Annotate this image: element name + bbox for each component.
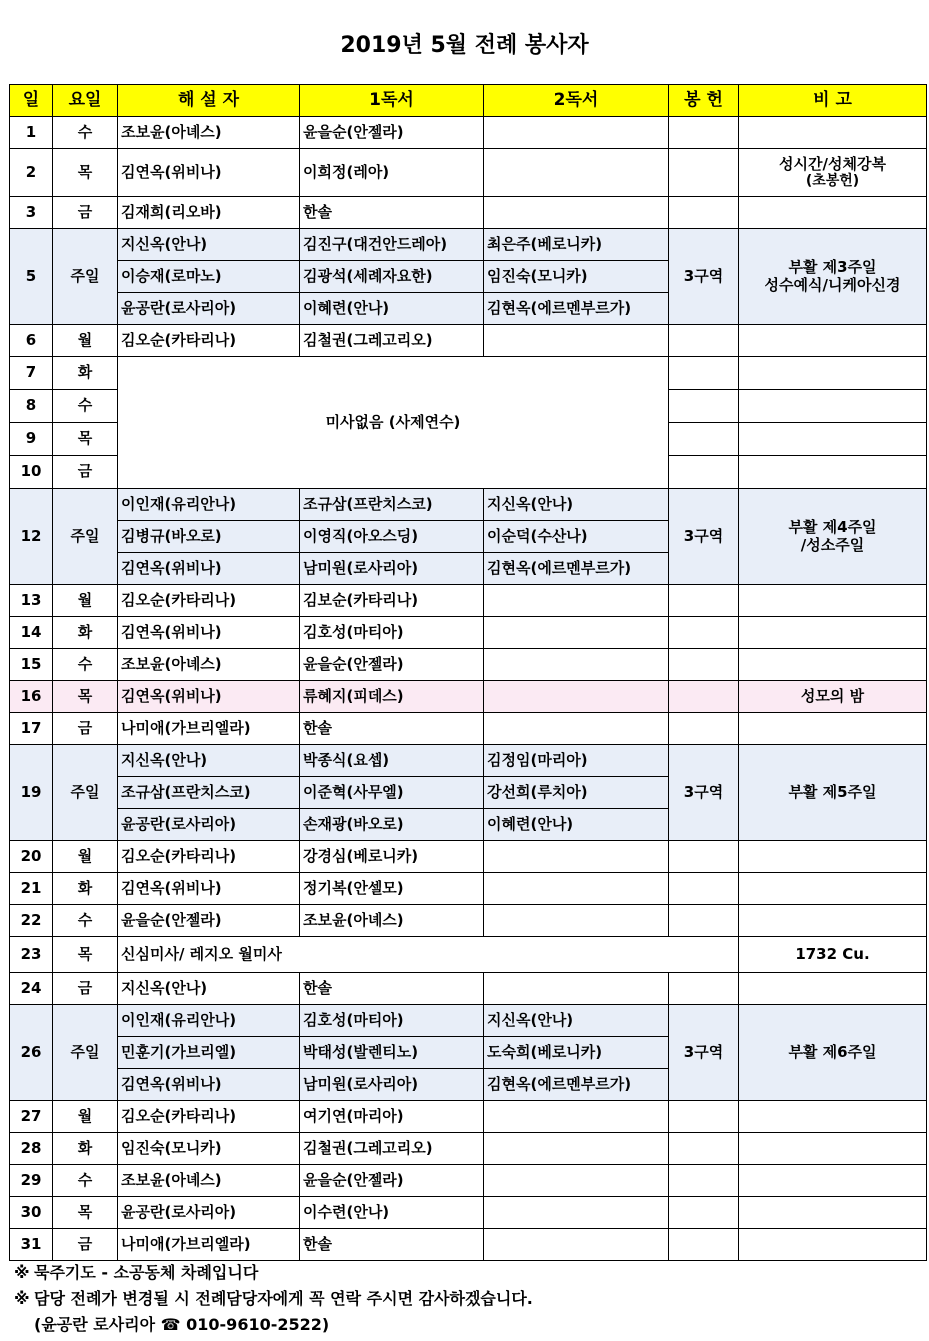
weekday-cell: 금 bbox=[53, 1229, 118, 1261]
no-mass-notice: 미사없음 (사제연수) bbox=[118, 357, 669, 489]
commentator-cell: 김오순(카타리나) bbox=[118, 1101, 300, 1133]
commentator-cell: 조보윤(아녜스) bbox=[118, 649, 300, 681]
day-cell: 7 bbox=[10, 357, 53, 390]
day-cell: 9 bbox=[10, 423, 53, 456]
header-commentator: 해 설 자 bbox=[118, 85, 300, 117]
offertory-cell bbox=[669, 149, 739, 197]
table-row bbox=[10, 325, 927, 357]
weekday-cell: 화 bbox=[53, 357, 118, 390]
table-row bbox=[10, 229, 927, 261]
table-row bbox=[10, 1197, 927, 1229]
remark-subtext: (초봉헌) bbox=[805, 173, 860, 190]
reading-2-cell bbox=[484, 905, 669, 937]
reading-1-cell: 김광석(세례자요한) bbox=[300, 261, 484, 293]
remark-subtext: /성소주일 bbox=[800, 535, 865, 554]
weekday-cell: 주일 bbox=[53, 745, 118, 841]
reading-2-cell: 도숙희(베로니카) bbox=[484, 1037, 669, 1069]
day-cell: 29 bbox=[10, 1165, 53, 1197]
reading-1-cell: 조규삼(프란치스코) bbox=[300, 489, 484, 521]
commentator-cell: 나미애(가브리엘라) bbox=[118, 1229, 300, 1261]
table-row bbox=[10, 617, 927, 649]
day-cell: 3 bbox=[10, 197, 53, 229]
remarks-cell bbox=[739, 117, 927, 149]
offertory-cell bbox=[669, 873, 739, 905]
day-cell: 20 bbox=[10, 841, 53, 873]
reading-2-cell bbox=[484, 617, 669, 649]
day-cell: 1 bbox=[10, 117, 53, 149]
note-line-2: ※ 담당 전례가 변경될 시 전례담당자에게 꼭 연락 주시면 감사하겠습니다. bbox=[14, 1286, 533, 1312]
day-cell: 26 bbox=[10, 1005, 53, 1101]
commentator-cell: 임진숙(모니카) bbox=[118, 1133, 300, 1165]
reading-1-cell: 손재광(바오로) bbox=[300, 809, 484, 841]
offertory-cell bbox=[669, 325, 739, 357]
remarks-cell bbox=[739, 423, 927, 456]
commentator-cell: 김연옥(위비나) bbox=[118, 617, 300, 649]
reading-1-cell: 한솔 bbox=[300, 197, 484, 229]
commentator-cell: 윤공란(로사리아) bbox=[118, 809, 300, 841]
commentator-cell: 조보윤(아녜스) bbox=[118, 117, 300, 149]
remarks-cell bbox=[739, 1165, 927, 1197]
commentator-cell: 김오순(카타리나) bbox=[118, 325, 300, 357]
commentator-cell: 김연옥(위비나) bbox=[118, 553, 300, 585]
reading-2-cell: 지신옥(안나) bbox=[484, 1005, 669, 1037]
offertory-cell bbox=[669, 390, 739, 423]
weekday-cell: 금 bbox=[53, 713, 118, 745]
table-row bbox=[10, 585, 927, 617]
footer-notes bbox=[14, 1260, 533, 1338]
table-row bbox=[10, 117, 927, 149]
note-line-1: ※ 묵주기도 - 소공동체 차례입니다 bbox=[14, 1260, 533, 1286]
day-cell: 21 bbox=[10, 873, 53, 905]
day-cell: 15 bbox=[10, 649, 53, 681]
day-cell: 12 bbox=[10, 489, 53, 585]
commentator-cell: 이인재(유리안나) bbox=[118, 1005, 300, 1037]
reading-2-cell bbox=[484, 117, 669, 149]
header-day: 일 bbox=[10, 85, 53, 117]
offertory-cell bbox=[669, 905, 739, 937]
header-reading-2: 2독서 bbox=[484, 85, 669, 117]
reading-1-cell: 이영직(아오스딩) bbox=[300, 521, 484, 553]
day-cell: 6 bbox=[10, 325, 53, 357]
reading-1-cell: 이준혁(사무엘) bbox=[300, 777, 484, 809]
remarks-cell bbox=[739, 1197, 927, 1229]
remark-text: 부활 제5주일 bbox=[788, 782, 877, 801]
weekday-cell: 목 bbox=[53, 423, 118, 456]
reading-2-cell: 김정임(마리아) bbox=[484, 745, 669, 777]
commentator-cell: 조보윤(아녜스) bbox=[118, 1165, 300, 1197]
offertory-cell bbox=[669, 423, 739, 456]
offertory-cell bbox=[669, 456, 739, 489]
remarks-cell bbox=[739, 149, 927, 197]
offertory-cell: 3구역 bbox=[669, 489, 739, 585]
page-title: 2019년 5월 전례 봉사자 bbox=[340, 33, 589, 58]
offertory-cell bbox=[669, 649, 739, 681]
day-cell: 13 bbox=[10, 585, 53, 617]
table-row bbox=[10, 1101, 927, 1133]
offertory-cell bbox=[669, 1165, 739, 1197]
reading-1-cell: 윤을순(안젤라) bbox=[300, 117, 484, 149]
offertory-cell bbox=[669, 117, 739, 149]
table-row bbox=[10, 197, 927, 229]
commentator-cell: 윤공란(로사리아) bbox=[118, 1197, 300, 1229]
weekday-cell: 화 bbox=[53, 1133, 118, 1165]
weekday-cell: 금 bbox=[53, 456, 118, 489]
header-row bbox=[10, 85, 927, 117]
asterisk-icon: ※ bbox=[14, 1263, 30, 1282]
table-row bbox=[10, 841, 927, 873]
day-cell: 8 bbox=[10, 390, 53, 423]
offertory-cell bbox=[669, 1101, 739, 1133]
commentator-cell: 김연옥(위비나) bbox=[118, 873, 300, 905]
remarks-cell bbox=[739, 873, 927, 905]
header-offertory: 봉 헌 bbox=[669, 85, 739, 117]
reading-1-cell: 한솔 bbox=[300, 973, 484, 1005]
table-row bbox=[10, 1165, 927, 1197]
day-cell: 23 bbox=[10, 937, 53, 973]
commentator-cell: 김연옥(위비나) bbox=[118, 149, 300, 197]
reading-2-cell bbox=[484, 873, 669, 905]
offertory-cell bbox=[669, 357, 739, 390]
weekday-cell: 목 bbox=[53, 937, 118, 973]
reading-1-cell: 남미원(로사리아) bbox=[300, 553, 484, 585]
commentator-cell: 지신옥(안나) bbox=[118, 745, 300, 777]
remarks-cell bbox=[739, 1133, 927, 1165]
commentator-cell: 지신옥(안나) bbox=[118, 229, 300, 261]
reading-2-cell bbox=[484, 1197, 669, 1229]
reading-2-cell bbox=[484, 649, 669, 681]
table-row bbox=[10, 489, 927, 521]
commentator-cell: 김병규(바오로) bbox=[118, 521, 300, 553]
reading-2-cell bbox=[484, 1165, 669, 1197]
reading-1-cell: 한솔 bbox=[300, 713, 484, 745]
day-cell: 14 bbox=[10, 617, 53, 649]
reading-1-cell: 김진구(대건안드레아) bbox=[300, 229, 484, 261]
day-cell: 22 bbox=[10, 905, 53, 937]
weekday-cell: 주일 bbox=[53, 229, 118, 325]
reading-2-cell bbox=[484, 585, 669, 617]
offertory-cell: 3구역 bbox=[669, 229, 739, 325]
weekday-cell: 월 bbox=[53, 1101, 118, 1133]
commentator-cell: 김오순(카타리나) bbox=[118, 585, 300, 617]
table-row bbox=[10, 745, 927, 777]
reading-2-cell: 이혜련(안나) bbox=[484, 809, 669, 841]
reading-1-cell: 남미원(로사리아) bbox=[300, 1069, 484, 1101]
offertory-cell bbox=[669, 841, 739, 873]
commentator-cell: 민훈기(가브리엘) bbox=[118, 1037, 300, 1069]
table-row bbox=[10, 649, 927, 681]
reading-2-cell bbox=[484, 197, 669, 229]
reading-2-cell bbox=[484, 841, 669, 873]
reading-2-cell bbox=[484, 1133, 669, 1165]
day-cell: 10 bbox=[10, 456, 53, 489]
weekday-cell: 목 bbox=[53, 681, 118, 713]
table-row bbox=[10, 973, 927, 1005]
offertory-cell bbox=[669, 1229, 739, 1261]
weekday-cell: 화 bbox=[53, 617, 118, 649]
schedule-table bbox=[9, 84, 927, 1261]
reading-2-cell bbox=[484, 149, 669, 197]
reading-1-cell: 김보순(카타리나) bbox=[300, 585, 484, 617]
remarks-cell bbox=[739, 649, 927, 681]
weekday-cell: 월 bbox=[53, 325, 118, 357]
day-cell: 19 bbox=[10, 745, 53, 841]
remarks-cell bbox=[739, 1005, 927, 1101]
table-row bbox=[10, 1005, 927, 1037]
reading-1-cell: 김호성(마티아) bbox=[300, 1005, 484, 1037]
table-row bbox=[10, 713, 927, 745]
remarks-cell bbox=[739, 229, 927, 325]
weekday-cell: 월 bbox=[53, 585, 118, 617]
commentator-cell: 김오순(카타리나) bbox=[118, 841, 300, 873]
remark-subtext: 성수예식/니케아신경 bbox=[764, 275, 901, 294]
reading-1-cell: 이수련(안나) bbox=[300, 1197, 484, 1229]
reading-1-cell: 박태성(발렌티노) bbox=[300, 1037, 484, 1069]
day-cell: 24 bbox=[10, 973, 53, 1005]
weekday-cell: 수 bbox=[53, 1165, 118, 1197]
remarks-cell bbox=[739, 905, 927, 937]
table-row bbox=[10, 905, 927, 937]
reading-2-cell: 지신옥(안나) bbox=[484, 489, 669, 521]
commentator-cell: 김연옥(위비나) bbox=[118, 681, 300, 713]
commentator-cell: 이인재(유리안나) bbox=[118, 489, 300, 521]
commentator-cell: 윤을순(안젤라) bbox=[118, 905, 300, 937]
remarks-cell bbox=[739, 841, 927, 873]
weekday-cell: 주일 bbox=[53, 489, 118, 585]
commentator-cell: 조규삼(프란치스코) bbox=[118, 777, 300, 809]
note-line-3: (윤공란 로사리아 ☎ 010-9610-2522) bbox=[34, 1315, 330, 1334]
remark-text: 부활 제4주일 bbox=[788, 518, 877, 537]
remarks-cell bbox=[739, 456, 927, 489]
remarks-cell: 1732 Cu. bbox=[739, 937, 927, 973]
table-row bbox=[10, 873, 927, 905]
reading-2-cell: 이순덕(수산나) bbox=[484, 521, 669, 553]
reading-1-cell: 이혜련(안나) bbox=[300, 293, 484, 325]
offertory-cell bbox=[669, 713, 739, 745]
reading-1-cell: 박종식(요셉) bbox=[300, 745, 484, 777]
offertory-cell bbox=[669, 681, 739, 713]
reading-2-cell bbox=[484, 713, 669, 745]
offertory-cell bbox=[669, 1133, 739, 1165]
remarks-cell bbox=[739, 713, 927, 745]
commentator-cell: 이승재(로마노) bbox=[118, 261, 300, 293]
commentator-cell: 김재희(리오바) bbox=[118, 197, 300, 229]
weekday-cell: 수 bbox=[53, 390, 118, 423]
reading-1-cell: 류혜지(피데스) bbox=[300, 681, 484, 713]
commentator-cell: 김연옥(위비나) bbox=[118, 1069, 300, 1101]
reading-1-cell: 김철권(그레고리오) bbox=[300, 325, 484, 357]
remarks-cell bbox=[739, 357, 927, 390]
reading-1-cell: 김철권(그레고리오) bbox=[300, 1133, 484, 1165]
table-row bbox=[10, 1133, 927, 1165]
remark-text: 부활 제6주일 bbox=[788, 1042, 877, 1061]
offertory-cell bbox=[669, 617, 739, 649]
table-row bbox=[10, 149, 927, 197]
reading-2-cell bbox=[484, 681, 669, 713]
reading-2-cell: 김현옥(에르멘부르가) bbox=[484, 1069, 669, 1101]
offertory-cell bbox=[669, 197, 739, 229]
offertory-cell bbox=[669, 585, 739, 617]
weekday-cell: 목 bbox=[53, 149, 118, 197]
reading-2-cell bbox=[484, 973, 669, 1005]
weekday-cell: 금 bbox=[53, 973, 118, 1005]
reading-1-cell: 정기복(안셀모) bbox=[300, 873, 484, 905]
remarks-cell bbox=[739, 325, 927, 357]
offertory-cell bbox=[669, 1197, 739, 1229]
day-cell: 5 bbox=[10, 229, 53, 325]
weekday-cell: 목 bbox=[53, 1197, 118, 1229]
header-weekday: 요일 bbox=[53, 85, 118, 117]
offertory-cell bbox=[669, 973, 739, 1005]
commentator-cell: 나미애(가브리엘라) bbox=[118, 713, 300, 745]
table-row bbox=[10, 357, 927, 390]
schedule-body bbox=[10, 117, 927, 1261]
reading-1-cell: 윤을순(안젤라) bbox=[300, 1165, 484, 1197]
table-row bbox=[10, 1229, 927, 1261]
weekday-cell: 주일 bbox=[53, 1005, 118, 1101]
reading-1-cell: 한솔 bbox=[300, 1229, 484, 1261]
reading-1-cell: 여기연(마리아) bbox=[300, 1101, 484, 1133]
remarks-cell bbox=[739, 681, 927, 713]
reading-1-cell: 강경심(베로니카) bbox=[300, 841, 484, 873]
day-cell: 31 bbox=[10, 1229, 53, 1261]
day-cell: 16 bbox=[10, 681, 53, 713]
weekday-cell: 월 bbox=[53, 841, 118, 873]
day-cell: 17 bbox=[10, 713, 53, 745]
remarks-cell bbox=[739, 745, 927, 841]
reading-2-cell: 임진숙(모니카) bbox=[484, 261, 669, 293]
remarks-cell bbox=[739, 585, 927, 617]
reading-1-cell: 윤을순(안젤라) bbox=[300, 649, 484, 681]
reading-2-cell: 김현옥(에르멘부르가) bbox=[484, 553, 669, 585]
special-mass-cell: 신심미사/ 레지오 월미사 bbox=[118, 937, 739, 973]
remarks-cell bbox=[739, 197, 927, 229]
weekday-cell: 금 bbox=[53, 197, 118, 229]
commentator-cell: 윤공란(로사리아) bbox=[118, 293, 300, 325]
reading-2-cell bbox=[484, 1101, 669, 1133]
asterisk-icon: ※ bbox=[14, 1289, 30, 1308]
reading-2-cell bbox=[484, 325, 669, 357]
reading-1-cell: 김호성(마티아) bbox=[300, 617, 484, 649]
reading-1-cell: 이희정(레아) bbox=[300, 149, 484, 197]
remark-text: 성모의 밤 bbox=[800, 686, 865, 705]
header-reading-1: 1독서 bbox=[300, 85, 484, 117]
remarks-cell bbox=[739, 973, 927, 1005]
weekday-cell: 수 bbox=[53, 117, 118, 149]
remarks-cell bbox=[739, 390, 927, 423]
day-cell: 2 bbox=[10, 149, 53, 197]
weekday-cell: 화 bbox=[53, 873, 118, 905]
table-row bbox=[10, 937, 927, 973]
remark-text: 성시간/성체강복 bbox=[779, 154, 886, 173]
reading-2-cell bbox=[484, 1229, 669, 1261]
weekday-cell: 수 bbox=[53, 649, 118, 681]
remarks-cell bbox=[739, 1101, 927, 1133]
reading-2-cell: 최은주(베로니카) bbox=[484, 229, 669, 261]
day-cell: 30 bbox=[10, 1197, 53, 1229]
day-cell: 28 bbox=[10, 1133, 53, 1165]
day-cell: 27 bbox=[10, 1101, 53, 1133]
weekday-cell: 수 bbox=[53, 905, 118, 937]
offertory-cell: 3구역 bbox=[669, 1005, 739, 1101]
remarks-cell bbox=[739, 489, 927, 585]
reading-2-cell: 김현옥(에르멘부르가) bbox=[484, 293, 669, 325]
header-remarks: 비 고 bbox=[739, 85, 927, 117]
commentator-cell: 지신옥(안나) bbox=[118, 973, 300, 1005]
remark-text: 부활 제3주일 bbox=[788, 258, 877, 277]
reading-1-cell: 조보윤(아녜스) bbox=[300, 905, 484, 937]
remarks-cell bbox=[739, 1229, 927, 1261]
reading-2-cell: 강선희(루치아) bbox=[484, 777, 669, 809]
offertory-cell: 3구역 bbox=[669, 745, 739, 841]
remarks-cell bbox=[739, 617, 927, 649]
table-row bbox=[10, 681, 927, 713]
